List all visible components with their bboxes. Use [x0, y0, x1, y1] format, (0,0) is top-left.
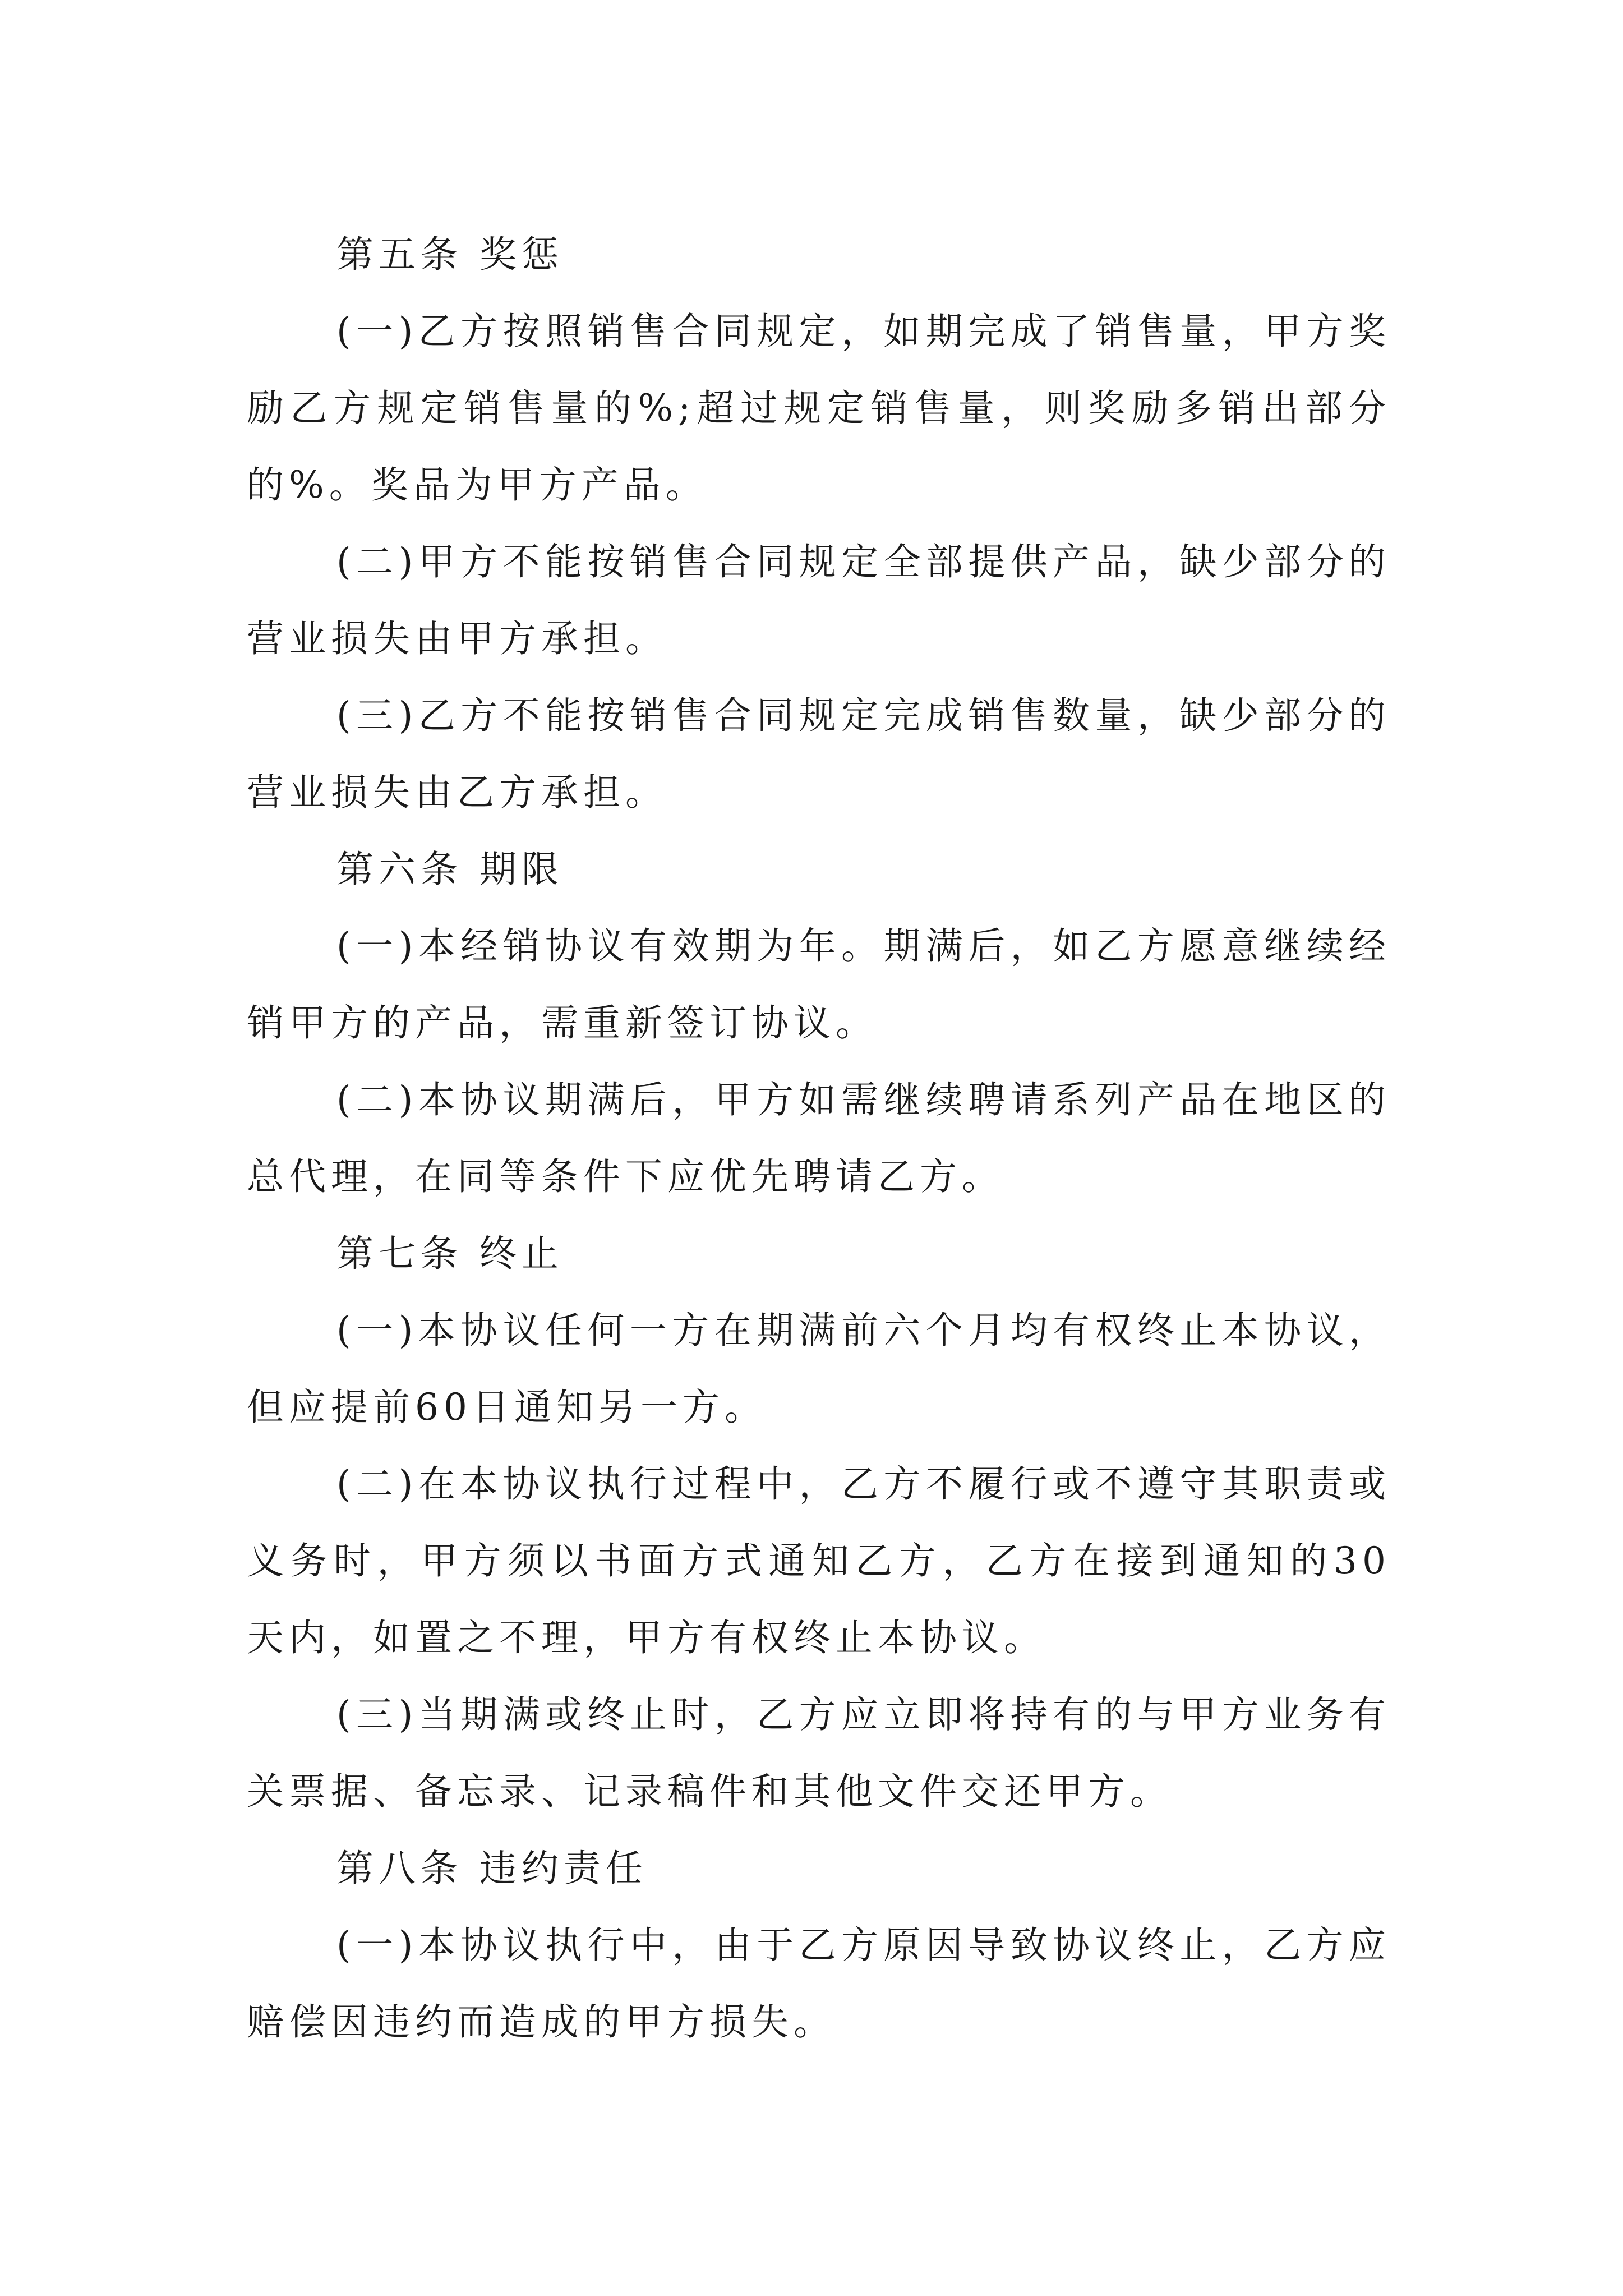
- article-7-heading: 第七条 终止: [336, 1232, 564, 1275]
- article-5-clause-3: (三)乙方不能按销售合同规定完成销售数量，缺少部分的营业损失由乙方承担。: [247, 694, 1391, 814]
- article-5-clause-1: (一)乙方按照销售合同规定，如期完成了销售量，甲方奖励乙方规定销售量的%;超过规定销售量，则奖励多销出部分的%。奖品为甲方产品。: [247, 310, 1391, 507]
- article-7-clause-1: (一)本协议任何一方在期满前六个月均有权终止本协议，但应提前60日通知另一方。: [247, 1309, 1391, 1429]
- document-body: [247, 216, 1391, 2060]
- article-5-clause-2: (二)甲方不能按销售合同规定全部提供产品，缺少部分的营业损失由甲方承担。: [247, 540, 1391, 660]
- article-6-clause-2: (二)本协议期满后，甲方如需继续聘请系列产品在地区的总代理，在同等条件下应优先聘请乙方。: [247, 1078, 1391, 1198]
- article-6-heading: 第六条 期限: [336, 848, 564, 891]
- article-7-clause-2: (二)在本协议执行过程中，乙方不履行或不遵守其职责或义务时，甲方须以书面方式通知乙方，乙方在接到通知的30天内，如置之不理，甲方有权终止本协议。: [247, 1462, 1391, 1659]
- article-6-clause-1: (一)本经销协议有效期为年。期满后，如乙方愿意继续经销甲方的产品，需重新签订协议。: [247, 924, 1391, 1045]
- article-7-clause-3: (三)当期满或终止时，乙方应立即将持有的与甲方业务有关票据、备忘录、记录稿件和其他文件交还甲方。: [247, 1693, 1391, 1813]
- article-5-heading: 第五条 奖惩: [336, 233, 564, 276]
- article-8-clause-1: (一)本协议执行中，由于乙方原因导致协议终止，乙方应赔偿因违约而造成的甲方损失。: [247, 1924, 1391, 2044]
- article-8-heading: 第八条 违约责任: [336, 1847, 648, 1890]
